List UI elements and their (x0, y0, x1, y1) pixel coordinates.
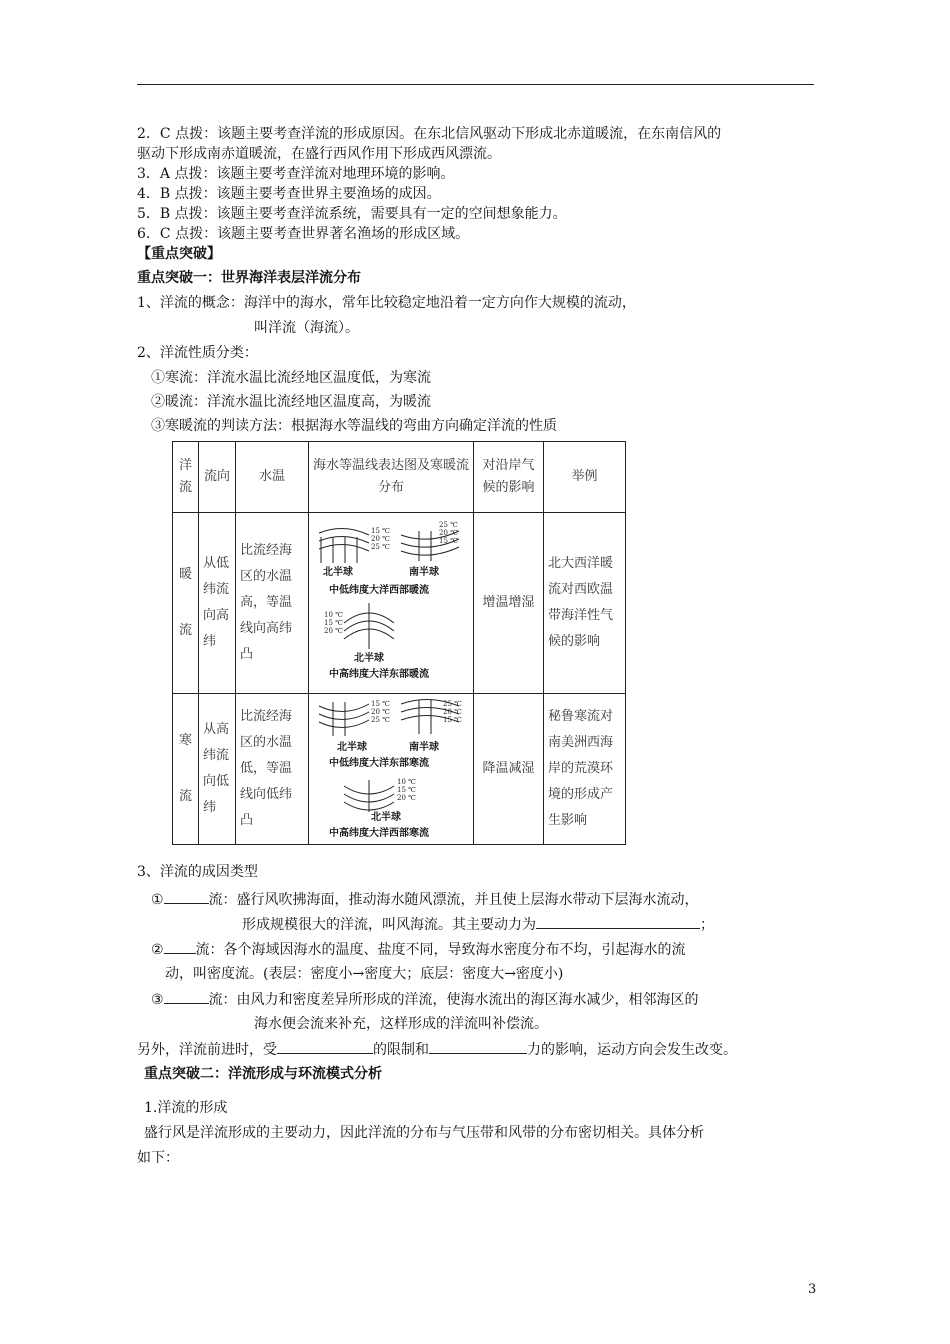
class-cold: ①寒流：洋流水温比流经地区温度低，为寒流 (151, 370, 431, 386)
cause-extra (137, 1039, 737, 1060)
header-diagram: 海水等温线表达图及寒暖流分布 (309, 442, 474, 513)
warm-example: 北大西洋暖流对西欧温带海洋性气候的影响 (544, 513, 626, 694)
warm-north-1: 北半球 (323, 567, 353, 578)
cold-iso-b0: 25 ℃ (443, 700, 462, 708)
answer-2: 2．C 点拨：该题主要考查洋流的形成原因。在东北信风驱动下形成北赤道暖流，在东南信风的 (137, 126, 722, 142)
warm-iso-a1: 20 ℃ (371, 535, 390, 543)
cold-iso-c0: 10 ℃ (397, 778, 416, 786)
warm-iso-c0: 10 ℃ (324, 611, 343, 619)
warm-iso-a0: 15 ℃ (371, 527, 390, 535)
answer-2-cont: 驱动下形成南赤道暖流，在盛行西风作用下形成西风漂流。 (137, 146, 501, 162)
warm-iso-a2: 25 ℃ (371, 543, 390, 551)
header-current: 洋流 (173, 442, 199, 513)
answer-4: 4．B 点拨：该题主要考查世界主要渔场的成因。 (137, 186, 441, 202)
warm-iso-b0: 25 ℃ (439, 521, 458, 529)
header-direction: 流向 (199, 442, 236, 513)
class-warm: ②暖流：洋流水温比流经地区温度高，为暖流 (151, 394, 431, 410)
warm-iso-c2: 20 ℃ (324, 627, 343, 635)
cold-caption-2: 中高纬度大洋西部寒流 (329, 828, 429, 839)
cold-impact: 降温减湿 (474, 694, 544, 845)
answer-5: 5．B 点拨：该题主要考查洋流系统，需要具有一定的空间想象能力。 (137, 206, 567, 222)
part2-para-2: 如下： (137, 1150, 179, 1166)
cold-iso-c2: 20 ℃ (397, 794, 416, 802)
cause-comp: ③ 流：由风力和密度差异所形成的洋流，使海水流出的海区海水减少，相邻海区的 (151, 989, 699, 1010)
table-row-cold (173, 694, 626, 845)
cause-wind: ① 流：盛行风吹拂海面，推动海水随风漂流，并且使上层海水带动下层海水流动， (151, 889, 699, 910)
header-example: 举例 (544, 442, 626, 513)
class-title: 2、洋流性质分类： (137, 345, 258, 361)
cause-density: ② 流：各个海域因海水的温度、盐度不同，导致海水密度分布不均，引起海水的流 (151, 939, 686, 960)
blank-extra-1[interactable] (277, 1039, 373, 1054)
class-method: ③寒暖流的判读方法：根据海水等温线的弯曲方向确定洋流的性质 (151, 418, 557, 434)
cause-density-line2: 动，叫密度流。(表层：密度小→密度大；底层：密度大→密度小) (165, 966, 564, 982)
warm-iso-b1: 20 ℃ (439, 529, 458, 537)
cause-density-text: 流：各个海域因海水的温度、盐度不同，导致海水密度分布不均，引起海水的流 (195, 942, 686, 958)
cause-wind-text: 流：盛行风吹拂海面，推动海水随风漂流，并且使上层海水带动下层海水流动， (208, 892, 699, 908)
cause-title: 3、洋流的成因类型 (137, 864, 258, 880)
cold-iso-a2: 25 ℃ (371, 716, 390, 724)
table-row-warm (173, 513, 626, 694)
cold-isotherm-diagram (309, 694, 474, 845)
cold-north-2: 北半球 (371, 812, 401, 823)
header-impact: 对沿岸气候的影响 (474, 442, 544, 513)
cause-comp-line2: 海水便会流来补充，这样形成的洋流叫补偿流。 (254, 1016, 548, 1032)
part1-heading: 重点突破一：世界海洋表层洋流分布 (137, 270, 361, 286)
part2-para-1: 盛行风是洋流形成的主要动力，因此洋流的分布与气压带和风带的分布密切相关。具体分析 (144, 1125, 704, 1141)
cause-wind-line2: 形成规模很大的洋流，叫风海流。其主要动力为 ； (242, 914, 714, 935)
blank-density-type[interactable] (164, 939, 196, 954)
cold-iso-a0: 15 ℃ (371, 700, 390, 708)
cold-direction: 从高纬流向低纬 (199, 694, 236, 845)
warm-iso-c1: 15 ℃ (324, 619, 343, 627)
warm-caption-1: 中低纬度大洋西部暖流 (329, 585, 429, 596)
page-number: 3 (808, 1282, 817, 1297)
part2-heading: 重点突破二：洋流形成与环流模式分析 (144, 1066, 382, 1082)
cold-diagram-svg (309, 696, 474, 842)
header-rule (137, 84, 814, 85)
cause-extra-a: 另外，洋流前进时，受 (137, 1042, 277, 1058)
cause-wind-text2: 形成规模很大的洋流，叫风海流。其主要动力为 (242, 917, 536, 933)
cold-north-1: 北半球 (337, 742, 367, 753)
concept-line-2: 叫洋流（海流）。 (254, 320, 359, 336)
cold-iso-b2: 15 ℃ (443, 716, 462, 724)
answer-3: 3．A 点拨：该题主要考查洋流对地理环境的影响。 (137, 166, 455, 182)
cold-name: 寒流 (173, 694, 199, 845)
warm-temp: 比流经海区的水温高，等温线向高纬凸 (236, 513, 309, 694)
header-temp: 水温 (236, 442, 309, 513)
cold-caption-1: 中低纬度大洋东部寒流 (329, 758, 429, 769)
warm-impact: 增温增湿 (474, 513, 544, 694)
cold-south: 南半球 (409, 742, 439, 753)
blank-wind-force[interactable] (536, 914, 700, 929)
warm-diagram-svg (309, 515, 474, 691)
concept-line-1: 1、洋流的概念：海洋中的海水，常年比较稳定地沿着一定方向作大规模的流动， (137, 295, 636, 311)
warm-south: 南半球 (409, 567, 439, 578)
warm-isotherm-diagram (309, 513, 474, 694)
warm-caption-2: 中高纬度大洋东部暖流 (329, 669, 429, 680)
blank-wind-type[interactable] (164, 889, 209, 904)
cold-example: 秘鲁寒流对南美洲西海岸的荒漠环境的形成产生影响 (544, 694, 626, 845)
warm-name: 暖流 (173, 513, 199, 694)
warm-iso-b2: 15 ℃ (439, 537, 458, 545)
current-table (172, 441, 626, 845)
blank-extra-2[interactable] (429, 1039, 527, 1054)
cold-iso-b1: 20 ℃ (443, 708, 462, 716)
cold-temp: 比流经海区的水温低，等温线向低纬凸 (236, 694, 309, 845)
warm-direction: 从低纬流向高纬 (199, 513, 236, 694)
section-title: 【重点突破】 (137, 246, 221, 262)
cause-extra-c: 力的影响，运动方向会发生改变。 (527, 1042, 737, 1058)
blank-comp-type[interactable] (164, 989, 209, 1004)
cause-comp-text: 流：由风力和密度差异所形成的洋流，使海水流出的海区海水减少，相邻海区的 (208, 992, 699, 1008)
warm-north-2: 北半球 (354, 653, 384, 664)
part2-sub: 1.洋流的形成 (144, 1100, 228, 1116)
cold-iso-c1: 15 ℃ (397, 786, 416, 794)
answer-6: 6．C 点拨：该题主要考查世界著名渔场的形成区域。 (137, 226, 470, 242)
cold-iso-a1: 20 ℃ (371, 708, 390, 716)
cause-extra-b: 的限制和 (373, 1042, 429, 1058)
table-header-row (173, 442, 626, 513)
